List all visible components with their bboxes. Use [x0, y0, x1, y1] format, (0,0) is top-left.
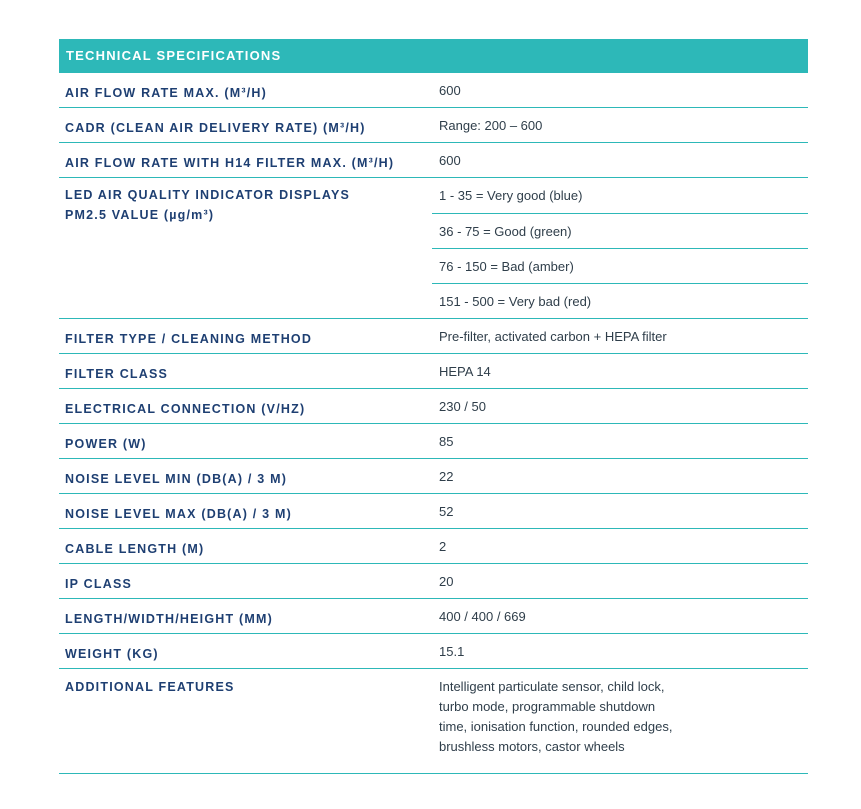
table-row-air-quality [59, 178, 808, 319]
spec-label: AIR FLOW RATE WITH H14 FILTER MAX. (M³/H) [65, 156, 395, 170]
spec-label: FILTER CLASS [65, 367, 169, 381]
feature-line: brushless motors, castor wheels [439, 739, 625, 754]
spec-value: 600 [439, 83, 461, 98]
table-row [59, 529, 808, 564]
spec-label: FILTER TYPE / CLEANING METHOD [65, 332, 313, 346]
table-row-additional-features [59, 669, 808, 774]
table-row [59, 599, 808, 634]
spec-label: WEIGHT (KG) [65, 647, 159, 661]
table-row [59, 494, 808, 529]
feature-line: turbo mode, programmable shutdown [439, 699, 656, 714]
table-row [59, 459, 808, 494]
spec-value: 36 - 75 = Good (green) [432, 213, 808, 248]
spec-label: NOISE LEVEL MAX (DB(A) / 3 M) [65, 507, 292, 521]
feature-line: Intelligent particulate sensor, child lock, [439, 679, 665, 694]
spec-value: 22 [439, 469, 454, 484]
spec-value: Range: 200 – 600 [439, 118, 543, 133]
table-row [59, 143, 808, 178]
spec-value: 76 - 150 = Bad (amber) [432, 248, 808, 283]
spec-label-line: PM2.5 VALUE (µg/m³) [65, 208, 215, 222]
spec-label: ELECTRICAL CONNECTION (V/HZ) [65, 402, 306, 416]
spec-value [432, 669, 808, 773]
table-row [59, 108, 808, 143]
spec-label: POWER (W) [65, 437, 147, 451]
spec-label: ADDITIONAL FEATURES [65, 680, 235, 694]
table-row [59, 634, 808, 669]
spec-value: HEPA 14 [439, 364, 491, 379]
table-header: TECHNICAL SPECIFICATIONS [59, 39, 808, 73]
table-row [59, 389, 808, 424]
spec-label: LENGTH/WIDTH/HEIGHT (MM) [65, 612, 273, 626]
table-row [59, 564, 808, 599]
spec-label [59, 178, 432, 318]
table-row [59, 73, 808, 108]
spec-value: 400 / 400 / 669 [439, 609, 526, 624]
air-quality-values [432, 178, 808, 318]
table-row [59, 354, 808, 389]
spec-label: AIR FLOW RATE MAX. (M³/H) [65, 86, 267, 100]
technical-specifications-table [59, 39, 808, 774]
spec-label: CABLE LENGTH (M) [65, 542, 205, 556]
spec-value: 2 [439, 539, 447, 554]
spec-value: 230 / 50 [439, 399, 486, 414]
spec-value: 151 - 500 = Very bad (red) [432, 283, 808, 318]
spec-label-line: LED AIR QUALITY INDICATOR DISPLAYS [65, 188, 351, 202]
spec-value: 1 - 35 = Very good (blue) [439, 188, 583, 203]
table-row [59, 424, 808, 459]
spec-label: IP CLASS [65, 577, 133, 591]
spec-value: 52 [439, 504, 454, 519]
spec-label: NOISE LEVEL MIN (DB(A) / 3 M) [65, 472, 288, 486]
spec-value: 600 [439, 153, 461, 168]
spec-value: Pre-filter, activated carbon + HEPA filter [439, 329, 667, 344]
spec-label: CADR (CLEAN AIR DELIVERY RATE) (M³/H) [65, 121, 366, 135]
spec-value: 15.1 [439, 644, 465, 659]
spec-value: 85 [439, 434, 454, 449]
table-row [59, 319, 808, 354]
feature-line: time, ionisation function, rounded edges, [439, 719, 673, 734]
spec-value: 20 [439, 574, 454, 589]
